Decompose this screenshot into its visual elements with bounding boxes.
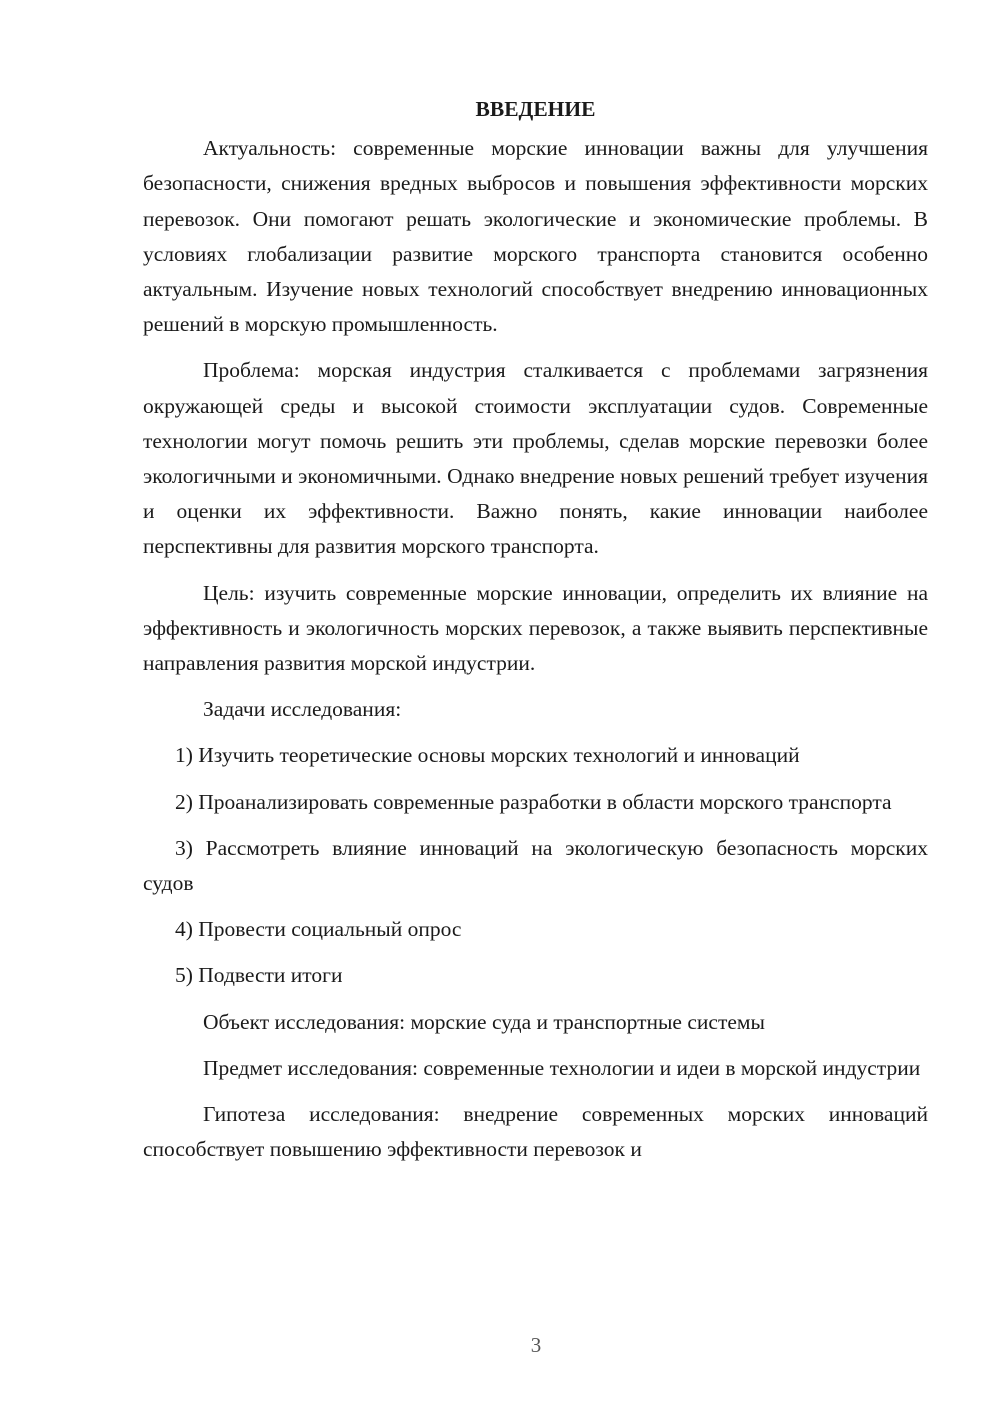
paragraph-problem: Проблема: морская индустрия сталкивается с проблемами загрязнения окружающей среды и высокой стоимости эксплуатации судов. Современные технологии могут помочь решить эти проблемы, сделав морские перевозки более экологичными и экономичными. Однако внедрение новых решений требует изучения и оценки их эффективности. Важно понять, какие инновации наиболее перспективны для развития морского транспорта.	[143, 358, 928, 559]
task-item-1: 1) Изучить теоретические основы морских технологий и инноваций	[175, 743, 800, 768]
section-heading: ВВЕДЕНИЕ	[475, 97, 596, 121]
task-item-5: 5) Подвести итоги	[175, 963, 343, 988]
paragraph-tasks-title: Задачи исследования:	[203, 697, 402, 722]
task-item-4: 4) Провести социальный опрос	[175, 917, 462, 942]
task-item-3: 3) Рассмотреть влияние инноваций на экологическую безопасность морских судов	[143, 835, 928, 896]
paragraph-hypothesis: Гипотеза исследования: внедрение современных морских инноваций способствует повышению эффективности перевозок и	[143, 1102, 928, 1162]
task-item-2: 2) Проанализировать современные разработки в области морского транспорта	[175, 789, 892, 814]
paragraph-subject: Предмет исследования: современные технологии и идеи в морской индустрии	[203, 1055, 921, 1080]
paragraph-goal: Цель: изучить современные морские инновации, определить их влияние на эффективность и экологичность морских перевозок, а также выявить перспективные направления развития морской индустрии.	[143, 580, 928, 676]
paragraph-object: Объект исследования: морские суда и транспортные системы	[203, 1009, 765, 1034]
page-number: 3	[530, 1333, 542, 1357]
paragraph-relevance: Актуальность: современные морские инновации важны для улучшения безопасности, снижения вредных выбросов и повышения эффективности морских перевозок. Они помогают решать экологические и экономические проблемы. В условиях глобализации развитие морского транспорта становится особенно актуальным. Изучение новых технологий способствует внедрению инновационных решений в морскую промышленность.	[143, 136, 928, 337]
document-page	[143, 92, 928, 1178]
